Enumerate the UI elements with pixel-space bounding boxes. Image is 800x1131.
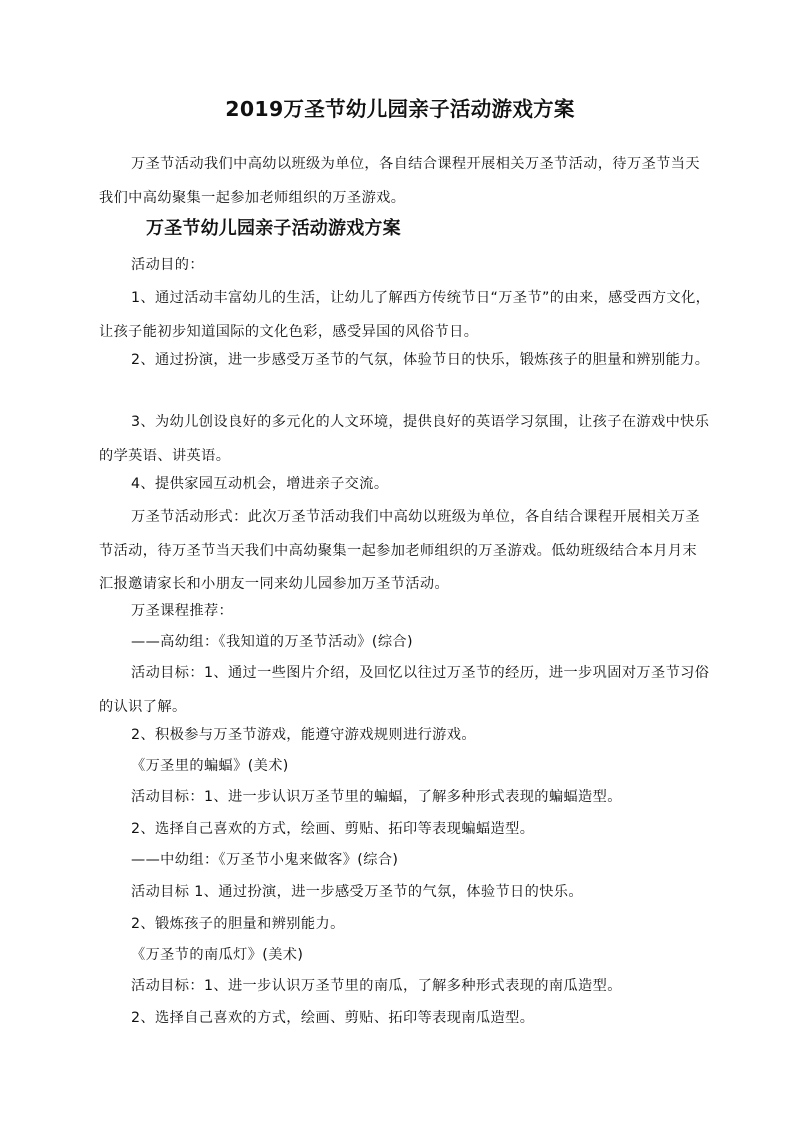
paragraph-pumpkin-course: 《万圣节的南瓜灯》(美术) (131, 947, 304, 963)
paragraph-middle-goal-2: 2、锻炼孩子的胆量和辨别能力。 (131, 916, 345, 932)
paragraph-middle-goal-1: 活动目标 1、通过扮演，进一步感受万圣节的气氛，体验节日的快乐。 (131, 884, 583, 900)
paragraph-course-recommend: 万圣课程推荐： (131, 603, 234, 619)
paragraph-activity-form: 万圣节活动形式：此次万圣节活动我们中高幼以班级为单位，各自结合课程开展相关万圣节活动，待万圣节当天我们中高幼聚集一起参加老师组织的万圣游戏。低幼班级结合本月月末汇报邀请家长和小朋友一同来幼儿园参加万圣节活动。 (99, 509, 700, 592)
section-subtitle: 万圣节幼儿园亲子活动游戏方案 (146, 218, 401, 239)
paragraph-middle-group: ——中幼组：《万圣节小鬼来做客》(综合) (131, 852, 399, 868)
paragraph-senior-group: ——高幼组：《我知道的万圣节活动》(综合) (131, 634, 413, 650)
paragraph-purpose-1: 1、通过活动丰富幼儿的生活，让幼儿了解西方传统节日“万圣节”的由来，感受西方文化，让孩子能初步知道国际的文化色彩，感受异国的风俗节日。 (99, 290, 711, 340)
paragraph-pumpkin-goal-2: 2、选择自己喜欢的方式，绘画、剪贴、拓印等表现南瓜造型。 (131, 1010, 535, 1026)
paragraph-activity-purpose: 活动目的： (131, 257, 204, 273)
paragraph-senior-goal-1: 活动目标：1、通过一些图片介绍，及回忆以往过万圣节的经历，进一步巩固对万圣节习俗的认识了解。 (99, 665, 710, 715)
paragraph-bat-course: 《万圣里的蝙蝠》(美术) (131, 758, 289, 774)
paragraph-purpose-3: 3、为幼儿创设良好的多元化的人文环境，提供良好的英语学习氛围，让孩子在游戏中快乐的学英语、讲英语。 (99, 414, 710, 464)
document-title: 2019万圣节幼儿园亲子活动游戏方案 (225, 97, 575, 121)
paragraph-bat-goal-2: 2、选择自己喜欢的方式，绘画、剪贴、拓印等表现蝙蝠造型。 (131, 821, 535, 837)
paragraph-bat-goal-1: 活动目标：1、进一步认识万圣节里的蝙蝠，了解多种形式表现的蝙蝠造型。 (131, 789, 622, 805)
paragraph-pumpkin-goal-1: 活动目标：1、进一步认识万圣节里的南瓜，了解多种形式表现的南瓜造型。 (131, 978, 622, 994)
intro-paragraph: 万圣节活动我们中高幼以班级为单位，各自结合课程开展相关万圣节活动，待万圣节当天我们中高幼聚集一起参加老师组织的万圣游戏。 (99, 156, 700, 206)
paragraph-senior-goal-2: 2、积极参与万圣节游戏，能遵守游戏规则进行游戏。 (131, 727, 476, 743)
paragraph-purpose-4: 4、提供家园互动机会，增进亲子交流。 (131, 476, 389, 492)
paragraph-purpose-2: 2、通过扮演，进一步感受万圣节的气氛，体验节日的快乐，锻炼孩子的胆量和辨别能力。 (131, 352, 710, 368)
